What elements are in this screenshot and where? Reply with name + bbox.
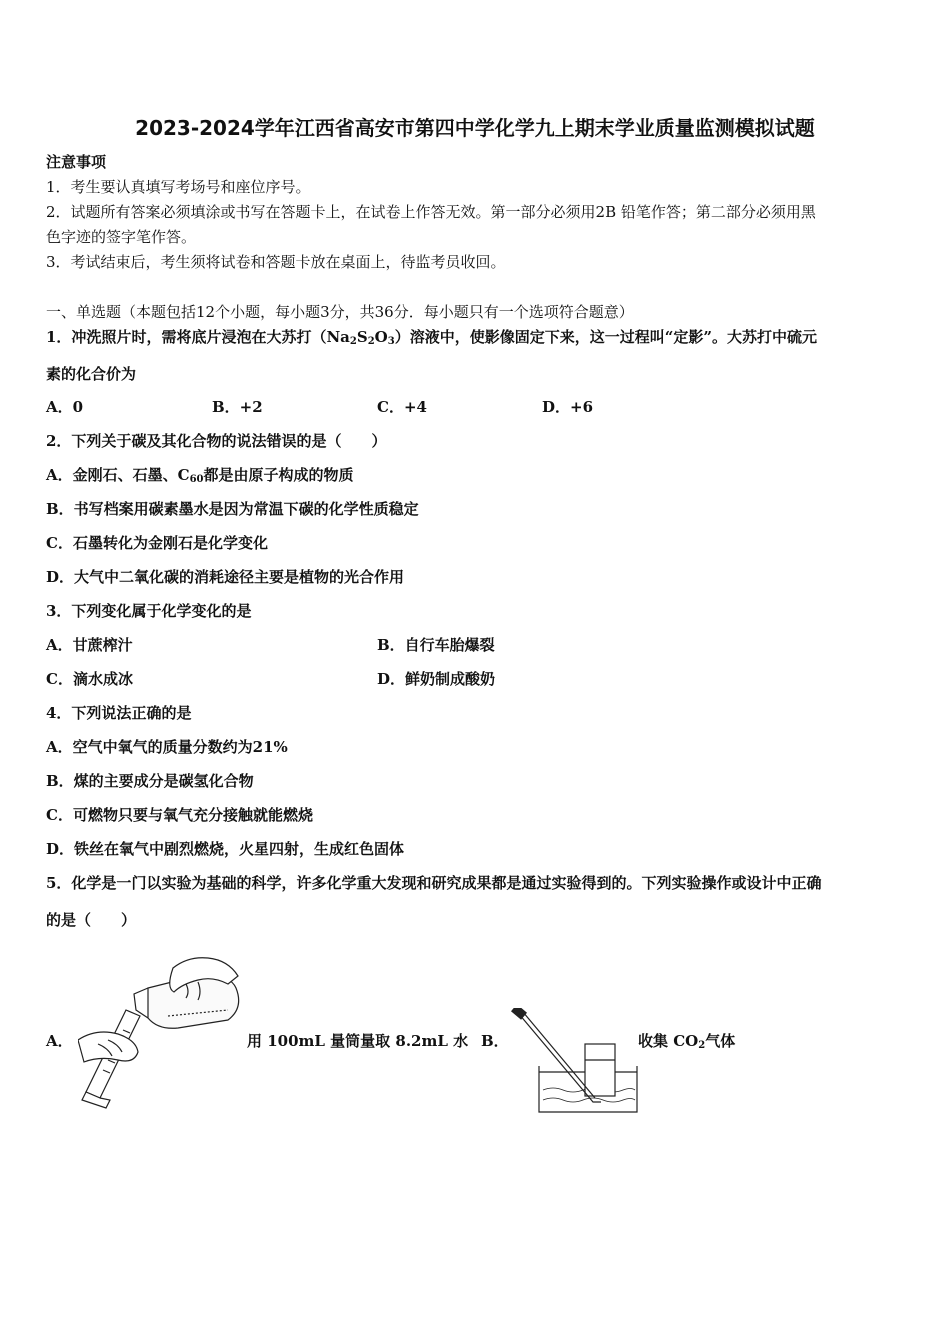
- q1-option-b: B．+2: [212, 398, 263, 416]
- q2-opt-a-sub: 60: [189, 474, 204, 485]
- q3-stem: 3．下列变化属于化学变化的是: [46, 602, 252, 620]
- q5-option-b-text: [638, 1031, 735, 1056]
- notice-item-2-cont: 色字迹的签字笔作答。: [46, 228, 197, 246]
- q4-stem: 4．下列说法正确的是: [46, 704, 192, 722]
- q5-opt-b-post: 气体: [705, 1032, 736, 1050]
- gas-collection-figure: [505, 1008, 640, 1116]
- q4-option-c: C．可燃物只要与氧气充分接触就能燃烧: [46, 806, 313, 824]
- q2-option-a: [46, 465, 354, 490]
- exam-title: 2023-2024学年江西省高安市第四中学化学九上期末学业质量监测模拟试题: [135, 116, 815, 140]
- q5-opt-b-pre: 收集 CO: [638, 1032, 699, 1050]
- q1-sub-1: 2: [349, 336, 357, 347]
- q5-option-a-label: A．: [46, 1032, 73, 1050]
- q2-option-b: B．书写档案用碳素墨水是因为常温下碳的化学性质稳定: [46, 500, 419, 518]
- q2-opt-a-post: 都是由原子构成的物质: [203, 466, 354, 484]
- section-heading: 一、单选题（本题包括12个小题，每小题3分，共36分．每小题只有一个选项符合题意）: [46, 303, 634, 321]
- q1-stem-b: S: [356, 328, 368, 346]
- q1-stem-a: 1．冲洗照片时，需将底片浸泡在大苏打（Na: [46, 328, 350, 346]
- q3-option-a: A．甘蔗榨汁: [46, 636, 133, 654]
- q3-option-d: D．鲜奶制成酸奶: [377, 670, 496, 688]
- q2-opt-a-pre: A．金刚石、石墨、C: [46, 466, 190, 484]
- q1-option-a: A．0: [46, 398, 84, 416]
- notice-item-1: 1．考生要认真填写考场号和座位序号。: [46, 178, 311, 196]
- q2-option-d: D．大气中二氧化碳的消耗途径主要是植物的光合作用: [46, 568, 405, 586]
- q1-stem-line2: 素的化合价为: [46, 365, 137, 383]
- notice-heading: 注意事项: [46, 153, 107, 171]
- q3-option-c: C．滴水成冰: [46, 670, 133, 688]
- notice-item-2: 2．试题所有答案必须填涂或书写在答题卡上，在试卷上作答无效。第一部分必须用2B 铅笔作答；第二部分必须用黑: [46, 203, 816, 221]
- q5-opt-b-sub: 2: [698, 1040, 706, 1051]
- q4-option-d: D．铁丝在氧气中剧烈燃烧，火星四射，生成红色固体: [46, 840, 405, 858]
- q1-option-d: D．+6: [542, 398, 594, 416]
- q5-option-a-text: 用 100mL 量筒量取 8.2mL 水: [247, 1032, 469, 1050]
- q3-option-b: B．自行车胎爆裂: [377, 636, 495, 654]
- q1-sub-2: 2: [367, 336, 375, 347]
- notice-item-3: 3．考试结束后，考生须将试卷和答题卡放在桌面上，待监考员收回。: [46, 253, 506, 271]
- q5-stem: 5．化学是一门以实验为基础的科学，许多化学重大发现和研究成果都是通过实验得到的。下列实验操作或设计中正确: [46, 874, 822, 892]
- q5-option-b-label: B．: [481, 1032, 509, 1050]
- q1-sub-3: 3: [387, 336, 395, 347]
- q1-stem-d: ）溶液中，使影像固定下来，这一过程叫“定影”。大苏打中硫元: [394, 328, 817, 346]
- q2-option-c: C．石墨转化为金刚石是化学变化: [46, 534, 268, 552]
- q1-option-c: C．+4: [377, 398, 427, 416]
- q4-option-a: A．空气中氧气的质量分数约为21%: [46, 738, 288, 756]
- q1-stem-c: O: [374, 328, 388, 346]
- cylinder-pouring-figure: [78, 948, 248, 1113]
- q4-option-b: B．煤的主要成分是碳氢化合物: [46, 772, 254, 790]
- q2-stem: 2．下列关于碳及其化合物的说法错误的是（ ）: [46, 432, 387, 450]
- q1-stem: [46, 327, 817, 352]
- q5-stem-line2: 的是（ ）: [46, 911, 137, 929]
